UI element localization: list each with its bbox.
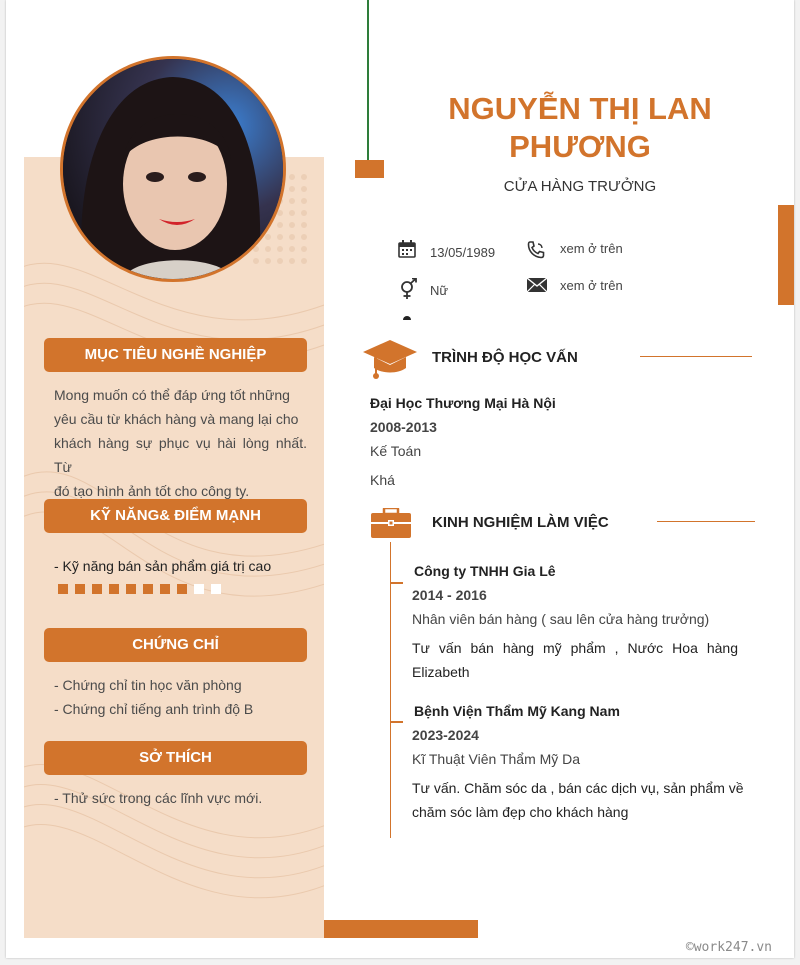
grade: Khá (370, 472, 395, 488)
job-description: Elizabeth (412, 664, 470, 680)
experience-heading: KINH NGHIỆM LÀM VIỆC (432, 514, 609, 531)
hobbies-heading: SỞ THÍCH (44, 741, 307, 775)
study-years: 2008-2013 (370, 419, 437, 435)
full-name (420, 90, 740, 166)
briefcase-icon (371, 508, 411, 538)
objective-line: khách hàng sự phục vụ hài lòng nhất. Từ (54, 435, 307, 475)
decorative-block (355, 160, 384, 178)
watermark: ©work247.vn (685, 940, 772, 955)
calendar-icon (398, 240, 416, 258)
heading-divider (640, 356, 752, 357)
email-icon (527, 278, 547, 292)
skill-level-empty (211, 584, 221, 594)
decorative-line (367, 0, 369, 160)
certificate-item: - Chứng chỉ tin học văn phòng (54, 677, 242, 693)
clipped-icon (403, 316, 411, 320)
birthdate: 13/05/1989 (430, 245, 496, 260)
objective-line: đó tạo hình ảnh tốt cho công ty. (54, 483, 250, 499)
timeline-tick (391, 582, 403, 584)
gender-icon (398, 278, 418, 300)
skill-level-empty (194, 584, 204, 594)
certificate-item: - Chứng chỉ tiếng anh trình độ B (54, 701, 254, 717)
education-heading: TRÌNH ĐỘ HỌC VẤN (432, 349, 578, 366)
skill-level-filled (160, 584, 170, 594)
job-title: CỬA HÀNG TRƯỞNG (503, 178, 657, 195)
skill-level-filled (75, 584, 85, 594)
company-name: Công ty TNHH Gia Lê (414, 563, 556, 579)
timeline-line (390, 542, 391, 838)
objective-line: yêu cầu từ khách hàng và mang lại cho (54, 411, 299, 427)
skills-heading: KỸ NĂNG& ĐIỂM MẠNH (44, 499, 307, 533)
decorative-bar (778, 205, 794, 305)
skill-level-filled (126, 584, 136, 594)
objective-text (54, 383, 307, 503)
phone-icon (526, 240, 546, 260)
job-description: Tư vấn bán hàng mỹ phẩm , Nước Hoa hàng (412, 640, 738, 656)
name-line: NGUYỄN THỊ LAN (448, 91, 712, 126)
major: Kế Toán (370, 443, 422, 459)
hobby-item: - Thử sức trong các lĩnh vực mới. (54, 790, 263, 806)
name-line: PHƯƠNG (509, 129, 651, 164)
gender: Nữ (430, 283, 449, 298)
job-role: Kĩ Thuật Viên Thẩm Mỹ Da (412, 751, 581, 767)
avatar-photo (60, 56, 286, 282)
job-description: Tư vấn. Chăm sóc da , bán các dịch vụ, sản phẩm về (412, 780, 744, 796)
school-name: Đại Học Thương Mại Hà Nội (370, 395, 556, 411)
skill-level-filled (143, 584, 153, 594)
phone-value: xem ở trên (560, 241, 623, 256)
job-years: 2014 - 2016 (412, 587, 487, 603)
graduation-cap-icon (362, 338, 418, 380)
job-role: Nhân viên bán hàng ( sau lên cửa hàng trưởng) (412, 611, 710, 627)
timeline-tick (391, 721, 403, 723)
skill-level-filled (92, 584, 102, 594)
job-years: 2023-2024 (412, 727, 479, 743)
company-name: Bệnh Viện Thẩm Mỹ Kang Nam (414, 703, 620, 719)
objective-line: Mong muốn có thể đáp ứng tốt những (54, 387, 290, 403)
skill-name: - Kỹ năng bán sản phẩm giá trị cao (54, 558, 272, 574)
email-value: xem ở trên (560, 278, 623, 293)
objective-heading: MỤC TIÊU NGHỀ NGHIỆP (44, 338, 307, 372)
job-description: chăm sóc làm đẹp cho khách hàng (412, 804, 629, 820)
skill-level-filled (109, 584, 119, 594)
decorative-bar (324, 920, 478, 938)
certificates-heading: CHỨNG CHỈ (44, 628, 307, 662)
skill-level-filled (58, 584, 68, 594)
skill-level-filled (177, 584, 187, 594)
heading-divider (657, 521, 755, 522)
